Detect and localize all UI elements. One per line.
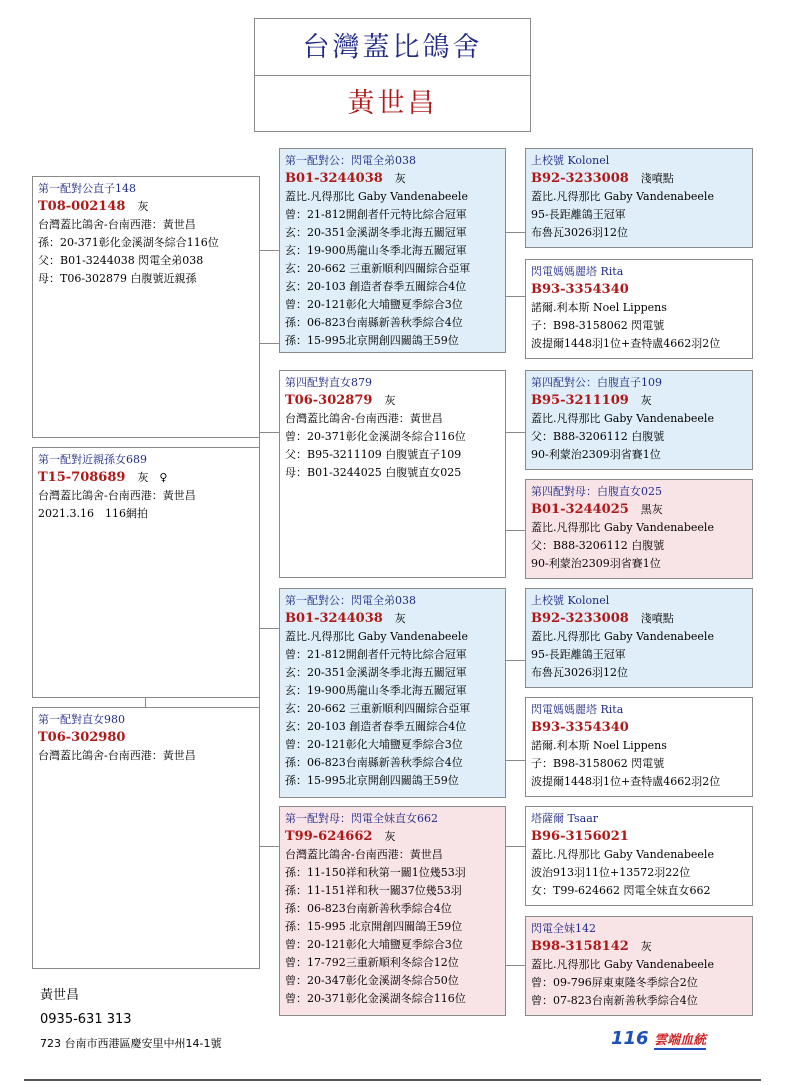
pigeon-card-sd: [525, 259, 753, 359]
info-line: 孫：06-823台南新善秋季綜合4位: [285, 902, 452, 915]
connector: [259, 250, 279, 251]
pigeon-card-subject2: [32, 707, 260, 969]
info-line: 95-長距離鴿王冠軍: [531, 648, 626, 661]
ring-text: B01-3244038: [285, 611, 383, 626]
info-line: 孫：06-823台南縣新善秋季綜合4位: [285, 316, 463, 329]
color: 灰: [384, 394, 396, 407]
owner-name: 黃世昌: [347, 88, 438, 119]
pigeon-card-sire: [279, 148, 506, 353]
loft-name: 台灣蓋比鴿舍: [255, 19, 530, 76]
info-line: 90-利蒙治2309羽省賽1位: [531, 448, 661, 461]
pigeon-card-mate: [32, 447, 260, 698]
info-line: 諾爾.利本斯 Noel Lippens: [531, 301, 667, 314]
info-line: 蓋比.凡得那比 Gaby Vandenabeele: [531, 848, 714, 861]
info-line: 孫：15-995北京開創四關鴿王59位: [285, 334, 459, 347]
info-line: 2021.3.16 116網拍: [38, 507, 148, 520]
connector: [505, 296, 525, 297]
logo-number: 116: [611, 1028, 649, 1049]
owner-address: 723 台南市西港區慶安里中州14-1號: [40, 1037, 222, 1050]
card-title: 閃電全妹142: [531, 922, 596, 935]
info-line: 孫：11-150祥和秋第一關1位幾53羽: [285, 866, 466, 879]
ring-number: [531, 828, 752, 846]
pigeon-card-ss: [525, 148, 753, 248]
info-line: 玄：20-662 三重新順利四關綜合亞軍: [285, 262, 471, 275]
pigeon-card-dd2: [525, 916, 753, 1016]
ring-number: [285, 828, 505, 846]
info-line: 孫：11-151祥和秋一關37位幾53羽: [285, 884, 462, 897]
info-line: 父：B88-3206112 白腹號: [531, 539, 665, 552]
color: 灰 ♀: [137, 471, 168, 484]
color: 灰: [394, 172, 406, 185]
color: 灰: [640, 394, 652, 407]
color: 灰: [640, 940, 652, 953]
connector: [505, 660, 525, 661]
info-line: 曾：20-121彰化大埔鹽夏季綜合3位: [285, 738, 463, 751]
connector: [505, 965, 525, 966]
ring-text: T15-708689: [38, 470, 126, 485]
pigeon-card-sd2: [525, 697, 753, 797]
card-title: 第四配對公：白腹直子109: [531, 376, 662, 389]
card-title: 第一配對公：閃電全弟038: [285, 594, 416, 607]
ring-number: [531, 281, 752, 299]
info-line: 諾爾.利本斯 Noel Lippens: [531, 739, 667, 752]
ring-text: T06-302980: [38, 730, 126, 745]
pigeon-card-ds2: [525, 806, 753, 906]
connector: [505, 232, 525, 233]
card-title: 第一配對母：閃電全妹直女662: [285, 812, 438, 825]
pigeon-card-sire2: [279, 588, 506, 798]
ring-number: [38, 198, 259, 216]
info-line: 曾：17-792三重新順利冬綜合12位: [285, 956, 459, 969]
owner-info: [40, 984, 221, 1056]
info-line: 曾：20-371彰化金溪湖冬綜合116位: [285, 430, 466, 443]
ring-text: B93-3354340: [531, 720, 629, 735]
info-line: 布魯瓦3026羽12位: [531, 666, 628, 679]
pigeon-card-dam: [279, 370, 506, 578]
ring-number: [531, 170, 752, 188]
info-line: 蓋比.凡得那比 Gaby Vandenabeele: [531, 412, 714, 425]
connector: [259, 628, 279, 629]
ring-text: B92-3233008: [531, 171, 629, 186]
title-box: [254, 18, 531, 132]
color: 黑灰: [640, 503, 663, 516]
card-title: 第一配對公：閃電全弟038: [285, 154, 416, 167]
info-line: 曾：20-347彰化金溪湖冬綜合50位: [285, 974, 459, 987]
ring-text: B93-3354340: [531, 282, 629, 297]
info-line: 玄：20-351金溪湖冬季北海五關冠軍: [285, 666, 467, 679]
owner-footer-name: 黃世昌: [40, 988, 80, 1003]
info-line: 波治913羽11位+13572羽22位: [531, 866, 691, 879]
connector: [505, 846, 525, 847]
ring-text: B01-3244038: [285, 171, 383, 186]
info-line: 女：T99-624662 閃電全妹直女662: [531, 884, 711, 897]
card-title: 塔薩爾 Tsaar: [531, 812, 599, 825]
info-line: 曾：21-812開創者仟元特比綜合冠軍: [285, 208, 467, 221]
info-line: 蓋比.凡得那比 Gaby Vandenabeele: [531, 958, 714, 971]
ring-number: [531, 392, 752, 410]
info-line: 曾：20-371彰化金溪湖冬綜合116位: [285, 992, 466, 1005]
info-line: 曾：09-796屏東東隆冬季綜合2位: [531, 976, 698, 989]
info-line: 孫：20-371彰化金溪湖冬綜合116位: [38, 236, 219, 249]
connector: [259, 432, 279, 433]
info-line: 90-利蒙治2309羽省賽1位: [531, 557, 661, 570]
info-line: 台灣蓋比鴿舍-台南西港：黃世昌: [285, 412, 443, 425]
ring-text: B98-3158142: [531, 939, 629, 954]
ring-number: [531, 719, 752, 737]
pigeon-card-dam2: [279, 806, 506, 1016]
connector: [259, 343, 279, 344]
info-line: 蓋比.凡得那比 Gaby Vandenabeele: [285, 630, 468, 643]
info-line: 台灣蓋比鴿舍-台南西港：黃世昌: [38, 749, 196, 762]
color: 灰: [384, 830, 396, 843]
ring-number: [38, 469, 259, 487]
ring-number: [285, 610, 505, 628]
ring-text: B96-3156021: [531, 829, 629, 844]
info-line: 台灣蓋比鴿舍-台南西港：黃世昌: [38, 218, 196, 231]
info-line: 孫：15-995 北京開創四關鴿王59位: [285, 920, 463, 933]
card-title: 閃電媽媽麗塔 Rita: [531, 703, 624, 716]
ring-text: T06-302879: [285, 393, 373, 408]
info-line: 蓋比.凡得那比 Gaby Vandenabeele: [285, 190, 468, 203]
logo-text: 雲端血統: [654, 1033, 707, 1048]
info-line: 孫：06-823台南縣新善秋季綜合4位: [285, 756, 463, 769]
card-title: 上校號 Kolonel: [531, 594, 610, 607]
info-line: 玄：20-351金溪湖冬季北海五關冠軍: [285, 226, 467, 239]
connector: [259, 846, 279, 847]
info-line: 玄：20-103 創造者春季五關綜合4位: [285, 720, 467, 733]
connector: [505, 760, 525, 761]
ring-number: [285, 392, 505, 410]
ring-text: T99-624662: [285, 829, 373, 844]
info-line: 母：T06-302879 白腹號近親孫: [38, 272, 197, 285]
pigeon-card-ds: [525, 370, 753, 470]
info-line: 父：B95-3211109 白腹號直子109: [285, 448, 462, 461]
card-title: 第一配對公直子148: [38, 182, 136, 195]
ring-text: B92-3233008: [531, 611, 629, 626]
ring-text: T08-002148: [38, 199, 126, 214]
info-line: 台灣蓋比鴿舍-台南西港：黃世昌: [38, 489, 196, 502]
ring-number: [285, 170, 505, 188]
card-title: 第一配對近親孫女689: [38, 453, 147, 466]
card-title: 閃電媽媽麗塔 Rita: [531, 265, 624, 278]
card-title: 第四配對母：白腹直女025: [531, 485, 662, 498]
ring-number: [38, 729, 259, 747]
info-line: 蓋比.凡得那比 Gaby Vandenabeele: [531, 630, 714, 643]
info-line: 玄：20-662 三重新順利四關綜合亞軍: [285, 702, 471, 715]
info-line: 曾：07-823台南新善秋季綜合4位: [531, 994, 698, 1007]
ring-number: [531, 501, 752, 519]
connector: [145, 697, 146, 707]
info-line: 蓋比.凡得那比 Gaby Vandenabeele: [531, 190, 714, 203]
info-line: 孫：15-995北京開創四關鴿王59位: [285, 774, 459, 787]
info-line: 蓋比.凡得那比 Gaby Vandenabeele: [531, 521, 714, 534]
connector: [505, 530, 525, 531]
info-line: 曾：21-812開創者仟元特比綜合冠軍: [285, 648, 467, 661]
info-line: 父：B01-3244038 閃電全弟038: [38, 254, 204, 267]
info-line: 玄：20-103 創造者春季五關綜合4位: [285, 280, 467, 293]
brand-logo: [611, 1028, 706, 1049]
info-line: 玄：19-900馬龍山冬季北海五關冠軍: [285, 684, 467, 697]
ring-number: [531, 938, 752, 956]
ring-text: B01-3244025: [531, 502, 629, 517]
card-title: 上校號 Kolonel: [531, 154, 610, 167]
info-line: 曾：20-121彰化大埔鹽夏季綜合3位: [285, 298, 463, 311]
pigeon-card-subject: [32, 176, 260, 438]
info-line: 95-長距離鴿王冠軍: [531, 208, 626, 221]
owner-phone: 0935-631 313: [40, 1012, 132, 1027]
ring-number: [531, 610, 752, 628]
info-line: 玄：19-900馬龍山冬季北海五關冠軍: [285, 244, 467, 257]
footer-divider: [24, 1079, 761, 1081]
card-title: 第一配對直女980: [38, 713, 125, 726]
pigeon-card-dd: [525, 479, 753, 579]
info-line: 波提爾1448羽1位+查特盧4662羽2位: [531, 337, 721, 350]
color: 灰: [137, 200, 149, 213]
info-line: 父：B88-3206112 白腹號: [531, 430, 665, 443]
color: 淺噴點: [640, 612, 674, 625]
info-line: 子：B98-3158062 閃電號: [531, 319, 665, 332]
info-line: 台灣蓋比鴿舍-台南西港：黃世昌: [285, 848, 443, 861]
info-line: 布魯瓦3026羽12位: [531, 226, 628, 239]
info-line: 波提爾1448羽1位+查特盧4662羽2位: [531, 775, 721, 788]
color: 灰: [394, 612, 406, 625]
connector: [505, 432, 525, 433]
info-line: 曾：20-121彰化大埔鹽夏季綜合3位: [285, 938, 463, 951]
color: 淺噴點: [640, 172, 674, 185]
info-line: 母：B01-3244025 白腹號直女025: [285, 466, 462, 479]
info-line: 子：B98-3158062 閃電號: [531, 757, 665, 770]
pigeon-card-ss2: [525, 588, 753, 688]
ring-text: B95-3211109: [531, 393, 629, 408]
card-title: 第四配對直女879: [285, 376, 372, 389]
